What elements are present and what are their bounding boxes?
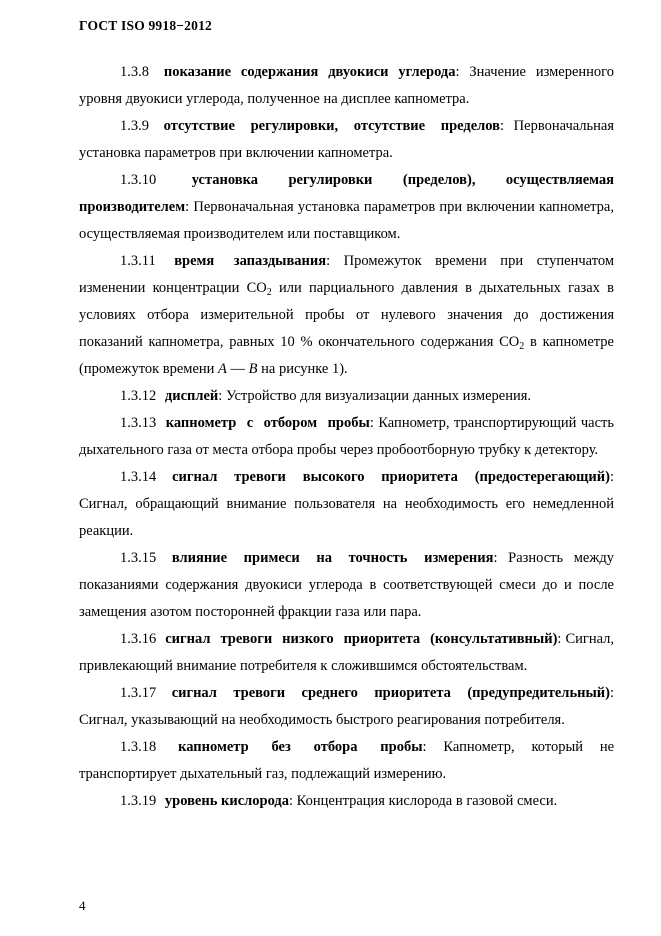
subscript: 2 bbox=[519, 341, 525, 352]
variable-b: B bbox=[248, 361, 258, 377]
definition-number: 1.3.16 bbox=[120, 631, 157, 647]
definition-1-3-18: 1.3.18 капнометр без отбора пробы: Капнометр, который не транспортирует дыхательный газ, подлежащий измерению. bbox=[79, 739, 615, 782]
definition-text: Капнометр, который не транспортирует дыхательный газ, подлежащий измерению. bbox=[79, 739, 615, 782]
definition-term: влияние примеси на точность измерения bbox=[171, 550, 494, 566]
definition-text: Разность между показаниями содержания двуокиси углерода в соответствующей смеси до и после замещения азотом посторонней фракции газа или пара. bbox=[79, 550, 615, 620]
definition-1-3-17: 1.3.17 сигнал тревоги среднего приоритета (предупредительный): Сигнал, указывающий на необходимость быстрого реагирования потребителя. bbox=[79, 685, 615, 728]
definition-text: Первоначальная установка параметров при включении капнометра. bbox=[79, 118, 615, 161]
definition-text-part: Промежуток времени при ступенчатом изменении концентрации CO bbox=[79, 253, 615, 296]
definition-text: Значение измеренного уровня двуокиси углерода, полученное на дисплее капнометра. bbox=[79, 64, 615, 107]
definition-number: 1.3.8 bbox=[120, 64, 149, 80]
definition-1-3-9: 1.3.9 отсутствие регулировки, отсутствие пределов: Первоначальная установка параметров при включении капнометра. bbox=[79, 118, 615, 161]
definition-number: 1.3.13 bbox=[120, 415, 157, 431]
definition-number: 1.3.12 bbox=[120, 388, 157, 404]
definition-1-3-10: 1.3.10 установка регулировки (пределов), осуществляемая производителем: Первоначальная установка параметров при включении капнометра, осуществляемая производителем или поставщиком. bbox=[79, 172, 615, 242]
definition-term: время запаздывания bbox=[174, 253, 327, 269]
definition-term: установка регулировки (пределов), осуществляемая производителем bbox=[79, 172, 615, 215]
definition-text-part: на рисунке 1). bbox=[257, 361, 348, 377]
definition-term: уровень кислорода bbox=[164, 793, 290, 809]
definition-1-3-16: 1.3.16 сигнал тревоги низкого приоритета (консультативный): Сигнал, привлекающий внимание потребителя к сложившимся обстоятельствам. bbox=[79, 631, 614, 674]
definition-text: Сигнал, обращающий внимание пользователя на необходимость его немедленной реакции. bbox=[79, 496, 614, 539]
definition-term: капнометр с отбором пробы bbox=[165, 415, 370, 431]
definition-number: 1.3.19 bbox=[120, 793, 157, 809]
definition-1-3-8: 1.3.8 показание содержания двуокиси углерода: Значение измеренного уровня двуокиси углерода, полученное на дисплее капнометра. bbox=[79, 64, 615, 107]
definition-text: Сигнал, привлекающий внимание потребителя к сложившимся обстоятельствам. bbox=[79, 631, 614, 674]
dash: — bbox=[226, 361, 249, 377]
definition-term: дисплей bbox=[164, 388, 219, 404]
definition-term: сигнал тревоги среднего приоритета (предупредительный) bbox=[171, 685, 610, 701]
definitions-list bbox=[79, 59, 614, 815]
definition-text: Концентрация кислорода в газовой смеси. bbox=[296, 793, 558, 809]
definition-number: 1.3.14 bbox=[120, 469, 157, 485]
definition-number: 1.3.18 bbox=[120, 739, 157, 755]
definition-1-3-19: 1.3.19 уровень кислорода: Концентрация кислорода в газовой смеси. bbox=[120, 793, 558, 809]
definition-term: отсутствие регулировки, отсутствие пределов bbox=[163, 118, 501, 134]
definition-term: показание содержания двуокиси углерода bbox=[163, 64, 456, 80]
definition-number: 1.3.9 bbox=[120, 118, 149, 134]
definition-number: 1.3.11 bbox=[120, 253, 156, 269]
definition-number: 1.3.15 bbox=[120, 550, 157, 566]
subscript: 2 bbox=[266, 287, 272, 298]
definition-term: сигнал тревоги низкого приоритета (консультативный) bbox=[165, 631, 558, 647]
definition-text: Сигнал, указывающий на необходимость быстрого реагирования потребителя. bbox=[79, 712, 565, 728]
definition-1-3-11: 1.3.11 время запаздывания: Промежуток времени при ступенчатом изменении концентрации $CO_2$ или парциального давления в дыхательных газах в условиях отбора измерительной пробы от нулевого значения до достижения показаний капнометра, равных 10 % окончательного содержания $CO_2$ в капнометре (промежуток времени A — B на рисунке 1). bbox=[79, 253, 615, 377]
definition-text: Первоначальная установка параметров при включении капнометра, осуществляемая производителем или поставщиком. bbox=[79, 199, 614, 242]
definition-text-part: или парциального давления в дыхательных газах в условиях отбора измерительной пробы от нулевого значения до достижения показаний капнометра, равных 10 % окончательного содержания CO bbox=[79, 280, 614, 350]
definition-text: Капнометр, транспортирующий часть дыхательного газа от места отбора пробы через пробоотборную трубку к детектору. bbox=[79, 415, 615, 458]
definition-1-3-12: 1.3.12 дисплей: Устройство для визуализации данных измерения. bbox=[120, 388, 532, 404]
definition-1-3-14: 1.3.14 сигнал тревоги высокого приоритета (предостерегающий): Сигнал, обращающий внимание пользователя на необходимость его немедленной реакции. bbox=[79, 469, 614, 539]
page-number: 4 bbox=[79, 898, 86, 913]
definition-number: 1.3.10 bbox=[120, 172, 157, 188]
variable-a: A bbox=[218, 361, 227, 377]
definition-1-3-13: 1.3.13 капнометр с отбором пробы: Капнометр, транспортирующий часть дыхательного газа от места отбора пробы через пробоотборную трубку к детектору. bbox=[79, 415, 615, 458]
definition-text: Устройство для визуализации данных измерения. bbox=[225, 388, 532, 404]
definition-term: капнометр без отбора пробы bbox=[178, 739, 423, 755]
definition-term: сигнал тревоги высокого приоритета (предостерегающий) bbox=[172, 469, 610, 485]
definition-number: 1.3.17 bbox=[120, 685, 157, 701]
definition-1-3-15: 1.3.15 влияние примеси на точность измерения: Разность между показаниями содержания двуокиси углерода в соответствующей смеси до и после замещения азотом посторонней фракции газа или пара. bbox=[79, 550, 615, 620]
definition-text-part: в капнометре (промежуток времени bbox=[79, 334, 614, 377]
document-header: ГОСТ ISO 9918−2012 bbox=[79, 18, 212, 33]
